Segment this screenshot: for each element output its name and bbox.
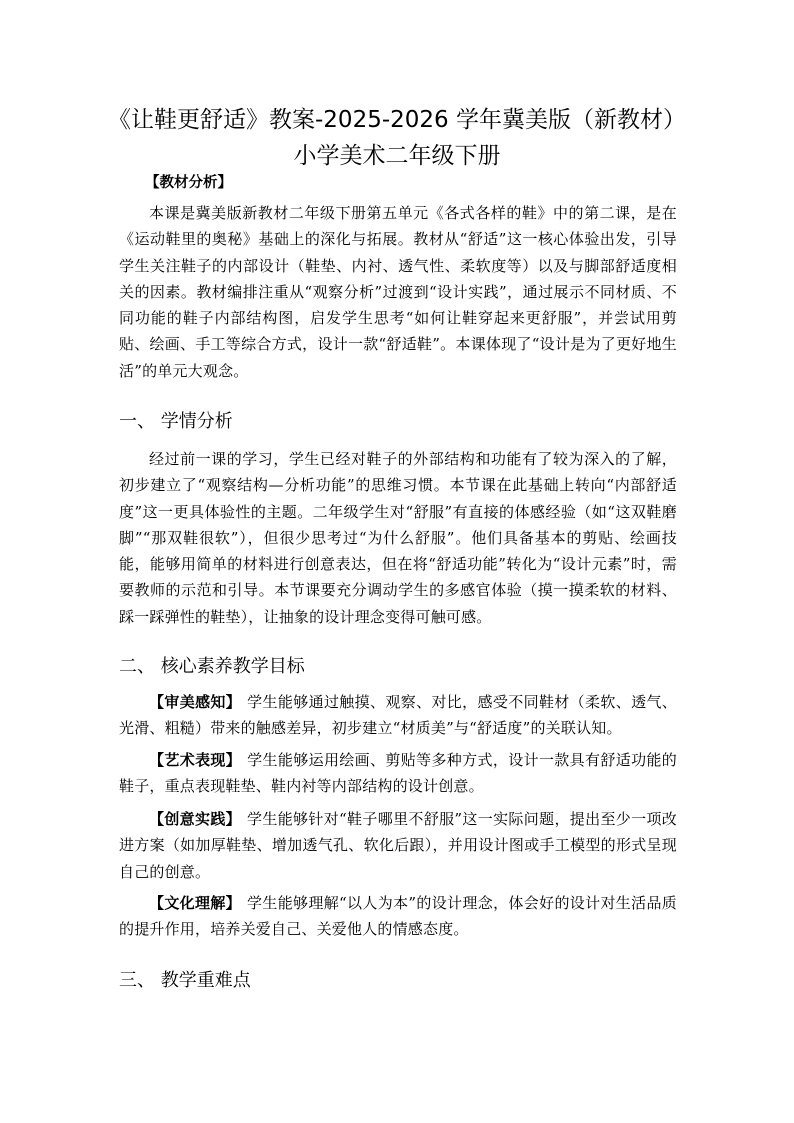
objective-aesthetic-perception	[119, 689, 677, 742]
material-analysis-paragraph: 本课是冀美版新教材二年级下册第五单元《各式各样的鞋》中的第二课，是在《运动鞋里的奥秘》基础上的深化与拓展。教材从“舒适”这一核心体验出发，引导学生关注鞋子的内部设计（鞋垫、内衬、透气性、柔软度等）以及与脚部舒适度相关的因素。教材编排注重从“观察分析”过渡到“设计实践”，通过展示不同材质、不同功能的鞋子内部结构图，启发学生思考“如何让鞋穿起来更舒服”，并尝试用剪贴、绘画、手工等综合方式，设计一款“舒适鞋”。本课体现了“设计是为了更好地生活”的单元大观念。	[119, 204, 677, 380]
objective-artistic-expression	[119, 747, 677, 800]
learner-analysis-paragraph: 经过前一课的学习，学生已经对鞋子的外部结构和功能有了较为深入的了解，初步建立了“观察结构—分析功能”的思维习惯。本节课在此基础上转向“内部舒适度”这一更具体验性的主题。二年级学生对“舒服”有直接的体感经验（如“这双鞋磨脚”“那双鞋很软”），但很少思考过“为什么舒服”。他们具备基本的剪贴、绘画技能，能够用简单的材料进行创意表达，但在将“舒适功能”转化为“设计元素”时，需要教师的示范和引导。本节课要充分调动学生的多感官体验（摸一摸柔软的材料、踩一踩弹性的鞋垫），让抽象的设计理念变得可触可感。	[119, 450, 677, 626]
objective-creative-practice	[119, 806, 677, 885]
objective-tag: 【文化理解】	[149, 894, 242, 912]
document-title-line2: 小学美术二年级下册	[293, 143, 501, 169]
objective-tag: 【审美感知】	[149, 693, 242, 711]
objective-text: 学生能够通过触摸、观察、对比，感受不同鞋材（柔软、透气、光滑、粗糙）带来的触感差异，初步建立“材质美”与“舒适度”的关联认知。	[119, 693, 678, 738]
objective-text: 学生能够理解“以人为本”的设计理念，体会好的设计对生活品质的提升作用，培养关爱自己、关爱他人的情感态度。	[119, 894, 678, 939]
section-heading-key-difficulties: 三、 教学重难点	[119, 970, 251, 991]
objective-text: 学生能够针对“鞋子哪里不舒服”这一实际问题，提出至少一项改进方案（如加厚鞋垫、增加透气孔、软化后跟），并用设计图或手工模型的形式呈现自己的创意。	[119, 810, 678, 881]
material-analysis-heading: 【教材分析】	[145, 175, 232, 191]
section-heading-core-objectives: 二、 核心素养教学目标	[119, 656, 305, 677]
objective-tag: 【艺术表现】	[149, 751, 242, 769]
objective-tag: 【创意实践】	[149, 810, 242, 828]
section-heading-learner-analysis: 一、 学情分析	[119, 411, 233, 432]
objective-text: 学生能够运用绘画、剪贴等多种方式，设计一款具有舒适功能的鞋子，重点表现鞋垫、鞋内衬等内部结构的设计创意。	[119, 751, 678, 796]
document-title-line1: 《让鞋更舒适》教案-2025-2026 学年冀美版（新教材）	[108, 107, 686, 133]
objective-cultural-understanding	[119, 890, 677, 943]
